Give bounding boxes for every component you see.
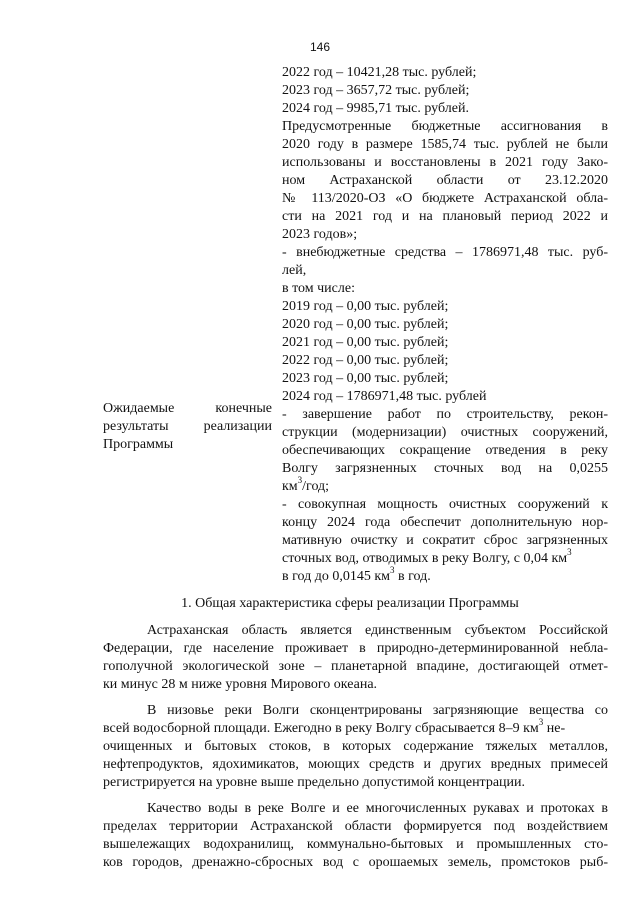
- budget-note-line: № 113/2020-ОЗ «О бюджете Астраханской обла-: [282, 191, 608, 206]
- result-line: [282, 475, 608, 496]
- budget-note-line: ном Астраханской области от 23.12.2020: [282, 173, 608, 188]
- budget-note-line: сти на 2021 год и на плановый период 2022 и: [282, 209, 608, 224]
- result-line: - завершение работ по строительству, рекон-: [282, 407, 608, 422]
- result-text: в год.: [394, 569, 431, 584]
- paragraph-line: Качество воды в реке Волге и ее многочисленных рукавах и протоках в: [147, 801, 608, 816]
- extra-year-line: 2019 год – 0,00 тыс. рублей;: [282, 299, 449, 314]
- result-line: струкции (модернизации) очистных сооружений,: [282, 425, 608, 440]
- paragraph-line: гополучной экологической зоне – планетарной впадине, достигающей отмет-: [103, 659, 608, 674]
- result-line: - совокупная мощность очистных сооружений к: [282, 497, 608, 512]
- extrabudget-line: - внебюджетные средства – 1786971,48 тыс. руб-: [282, 245, 608, 260]
- extrabudget-line: лей,: [282, 263, 307, 278]
- unit-exponent: 3: [297, 475, 303, 486]
- unit-exponent: 3: [390, 565, 395, 576]
- extra-year-line: 2023 год – 0,00 тыс. рублей;: [282, 371, 449, 386]
- budget-note-line: 2023 годов»;: [282, 227, 358, 242]
- table-left-cell: [103, 400, 272, 454]
- paragraph-line: Федерации, где население проживает в природно-детерминированной небла-: [103, 641, 608, 656]
- paragraph-line: Астраханская область является единственным субъектом Российской: [147, 623, 608, 638]
- extra-year-line: 2020 год – 0,00 тыс. рублей;: [282, 317, 449, 332]
- result-line: мативную очистку и сократит сброс загрязненных: [282, 533, 608, 548]
- unit-exponent: 3: [538, 717, 544, 728]
- extra-year-line: 2022 год – 0,00 тыс. рублей;: [282, 353, 449, 368]
- unit-exponent: 3: [567, 547, 572, 558]
- paragraph-line: ков городов, дренажно-сбросных вод с орошаемых земель, промстоков рыб-: [103, 855, 608, 870]
- left-cell-line: Ожидаемые конечные: [103, 401, 272, 416]
- paragraph-line: В низовье реки Волги сконцентрированы загрязняющие вещества со: [147, 703, 608, 718]
- result-text: сточных вод, отводимых в реку Волгу, с 0,04 км: [282, 551, 568, 566]
- funding-2022: 2022 год – 10421,28 тыс. рублей;: [282, 65, 477, 80]
- result-text: в год до 0,0145 км: [282, 569, 391, 584]
- left-cell-line: Программы: [103, 437, 174, 452]
- paragraph-line: регистрируется на уровне выше предельно допустимой концентрации.: [103, 775, 526, 790]
- paragraph-text: всей водосборной площади. Ежегодно в реку Волгу сбрасывается 8–9 км: [103, 721, 539, 736]
- budget-note-line: 2020 году в размере 1585,74 тыс. рублей не были: [282, 137, 608, 152]
- including-label: в том числе:: [282, 281, 355, 296]
- result-line: обеспечивающих сокращение отведения в реку: [282, 443, 608, 458]
- paragraph-line: пределах территории Астраханской области формируется под воздействием: [103, 819, 608, 834]
- result-line: [282, 547, 608, 568]
- table-right-cell: [282, 64, 608, 586]
- page-number: 146: [309, 40, 331, 54]
- left-cell-line: результаты реализации: [103, 419, 272, 434]
- unit-km: км: [282, 479, 298, 494]
- result-line: [282, 565, 608, 586]
- paragraph-line: ки минус 28 м ниже уровня Мирового океана.: [103, 677, 378, 692]
- result-line: Волгу загрязненных сточных вод на 0,0255: [282, 461, 608, 476]
- paragraph-text: не-: [543, 721, 566, 736]
- body-text: [103, 622, 608, 872]
- extra-year-line: 2024 год – 1786971,48 тыс. рублей: [282, 389, 487, 404]
- section-heading: 1. Общая характеристика сферы реализации Программы: [181, 596, 519, 611]
- funding-2024: 2024 год – 9985,71 тыс. рублей.: [282, 101, 469, 116]
- extra-year-line: 2021 год – 0,00 тыс. рублей;: [282, 335, 449, 350]
- budget-note-line: использованы и восстановлены в 2021 году Зако-: [282, 155, 608, 170]
- funding-2023: 2023 год – 3657,72 тыс. рублей;: [282, 83, 470, 98]
- paragraph-line: нефтепродуктов, ядохимикатов, моющих средств и других вредных примесей: [103, 757, 608, 772]
- paragraph-line: очищенных и бытовых стоков, в которых содержание тяжелых металлов,: [103, 739, 608, 754]
- paragraph-line: [103, 717, 608, 738]
- paragraph-line: вышележащих водохранилищ, коммунально-бытовых и промышленных сто-: [103, 837, 608, 852]
- result-line: концу 2024 года обеспечит дополнительную нор-: [282, 515, 608, 530]
- unit-tail: /год;: [302, 479, 330, 494]
- budget-note-line: Предусмотренные бюджетные ассигнования в: [282, 119, 608, 134]
